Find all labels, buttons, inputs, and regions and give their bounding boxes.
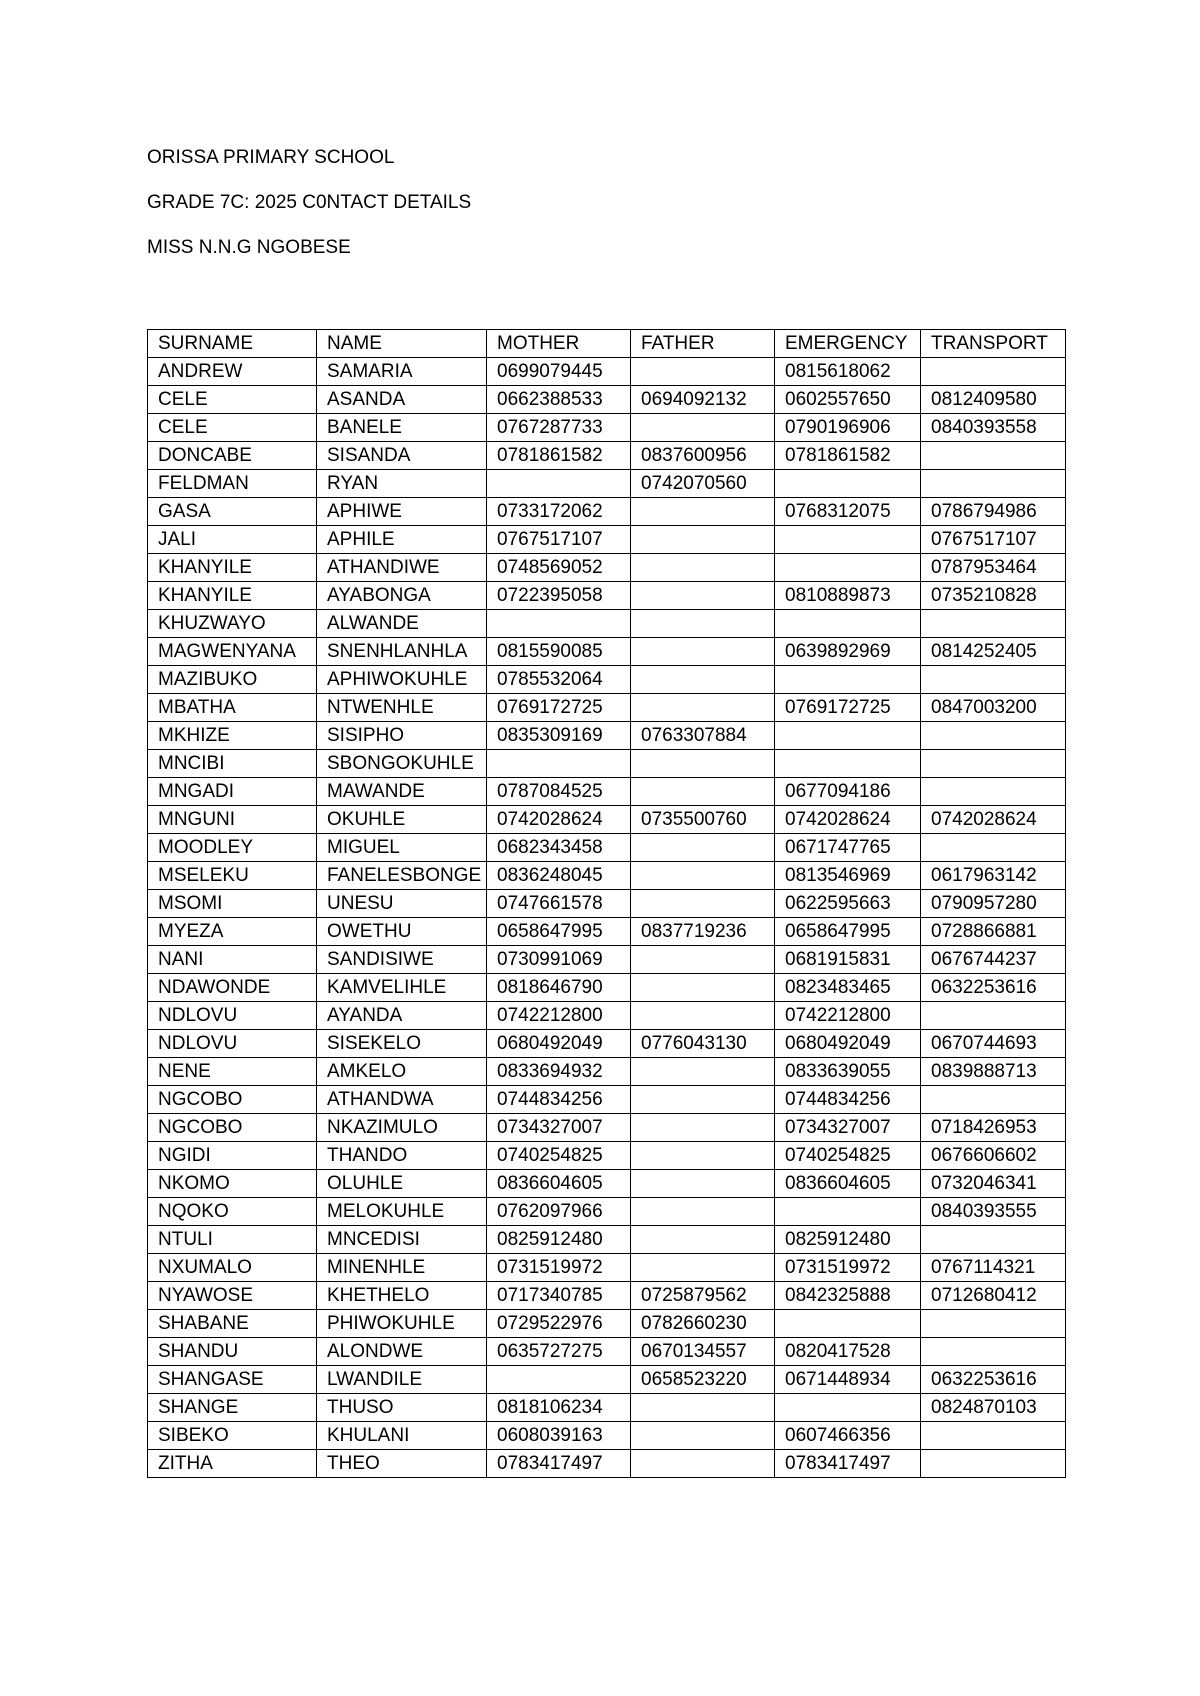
emergency-cell: 0815618062 <box>775 358 921 386</box>
table-row <box>148 1030 1066 1058</box>
name-cell: OWETHU <box>317 918 487 946</box>
column-header-name: NAME <box>317 330 487 358</box>
mother-cell <box>487 750 631 778</box>
mother-cell: 0744834256 <box>487 1086 631 1114</box>
name-cell: THANDO <box>317 1142 487 1170</box>
surname-cell: NTULI <box>148 1226 317 1254</box>
transport-cell: 0617963142 <box>921 862 1066 890</box>
table-row <box>148 750 1066 778</box>
father-cell: 0725879562 <box>631 1282 775 1310</box>
transport-cell: 0742028624 <box>921 806 1066 834</box>
mother-cell: 0769172725 <box>487 694 631 722</box>
name-cell: MAWANDE <box>317 778 487 806</box>
surname-cell: KHANYILE <box>148 582 317 610</box>
table-row <box>148 1282 1066 1310</box>
table-row <box>148 358 1066 386</box>
father-cell <box>631 834 775 862</box>
column-header-transport: TRANSPORT <box>921 330 1066 358</box>
surname-cell: SHANGASE <box>148 1366 317 1394</box>
column-header-surname: SURNAME <box>148 330 317 358</box>
emergency-cell: 0671747765 <box>775 834 921 862</box>
transport-cell: 0732046341 <box>921 1170 1066 1198</box>
mother-cell: 0783417497 <box>487 1450 631 1478</box>
surname-cell: MKHIZE <box>148 722 317 750</box>
mother-cell: 0682343458 <box>487 834 631 862</box>
emergency-cell: 0813546969 <box>775 862 921 890</box>
mother-cell: 0833694932 <box>487 1058 631 1086</box>
father-cell: 0735500760 <box>631 806 775 834</box>
father-cell: 0658523220 <box>631 1366 775 1394</box>
emergency-cell: 0681915831 <box>775 946 921 974</box>
father-cell <box>631 1002 775 1030</box>
mother-cell: 0730991069 <box>487 946 631 974</box>
emergency-cell: 0825912480 <box>775 1226 921 1254</box>
mother-cell: 0731519972 <box>487 1254 631 1282</box>
mother-cell: 0836248045 <box>487 862 631 890</box>
father-cell <box>631 1086 775 1114</box>
mother-cell: 0818646790 <box>487 974 631 1002</box>
emergency-cell <box>775 470 921 498</box>
transport-cell: 0812409580 <box>921 386 1066 414</box>
transport-cell: 0840393558 <box>921 414 1066 442</box>
mother-cell: 0781861582 <box>487 442 631 470</box>
transport-cell <box>921 1310 1066 1338</box>
emergency-cell: 0680492049 <box>775 1030 921 1058</box>
table-row <box>148 974 1066 1002</box>
surname-cell: MYEZA <box>148 918 317 946</box>
father-cell: 0837600956 <box>631 442 775 470</box>
surname-cell: ANDREW <box>148 358 317 386</box>
surname-cell: MBATHA <box>148 694 317 722</box>
surname-cell: MSOMI <box>148 890 317 918</box>
transport-cell <box>921 1450 1066 1478</box>
surname-cell: NDLOVU <box>148 1030 317 1058</box>
table-header-row <box>148 330 1066 358</box>
table-row <box>148 610 1066 638</box>
emergency-cell: 0833639055 <box>775 1058 921 1086</box>
name-cell: FANELESBONGE <box>317 862 487 890</box>
teacher-name: MISS N.N.G NGOBESE <box>147 237 351 258</box>
mother-cell: 0662388533 <box>487 386 631 414</box>
transport-cell: 0790957280 <box>921 890 1066 918</box>
name-cell: ATHANDIWE <box>317 554 487 582</box>
father-cell <box>631 1170 775 1198</box>
mother-cell: 0742028624 <box>487 806 631 834</box>
name-cell: THEO <box>317 1450 487 1478</box>
emergency-cell <box>775 1310 921 1338</box>
surname-cell: SHANDU <box>148 1338 317 1366</box>
father-cell <box>631 498 775 526</box>
table-row <box>148 414 1066 442</box>
surname-cell: MSELEKU <box>148 862 317 890</box>
surname-cell: NXUMALO <box>148 1254 317 1282</box>
mother-cell <box>487 610 631 638</box>
table-row <box>148 442 1066 470</box>
column-header-emergency: EMERGENCY <box>775 330 921 358</box>
name-cell: SNENHLANHLA <box>317 638 487 666</box>
surname-cell: JALI <box>148 526 317 554</box>
transport-cell <box>921 778 1066 806</box>
mother-cell <box>487 470 631 498</box>
name-cell: AMKELO <box>317 1058 487 1086</box>
table-row <box>148 946 1066 974</box>
name-cell: MIGUEL <box>317 834 487 862</box>
transport-cell <box>921 470 1066 498</box>
father-cell: 0776043130 <box>631 1030 775 1058</box>
surname-cell: NYAWOSE <box>148 1282 317 1310</box>
emergency-cell: 0783417497 <box>775 1450 921 1478</box>
name-cell: LWANDILE <box>317 1366 487 1394</box>
mother-cell: 0740254825 <box>487 1142 631 1170</box>
table-row <box>148 722 1066 750</box>
emergency-cell <box>775 1394 921 1422</box>
table-row <box>148 694 1066 722</box>
name-cell: KHETHELO <box>317 1282 487 1310</box>
table-row <box>148 834 1066 862</box>
surname-cell: KHUZWAYO <box>148 610 317 638</box>
name-cell: SISANDA <box>317 442 487 470</box>
mother-cell: 0742212800 <box>487 1002 631 1030</box>
emergency-cell <box>775 750 921 778</box>
name-cell: MELOKUHLE <box>317 1198 487 1226</box>
transport-cell <box>921 666 1066 694</box>
mother-cell: 0608039163 <box>487 1422 631 1450</box>
table-row <box>148 1310 1066 1338</box>
mother-cell: 0722395058 <box>487 582 631 610</box>
name-cell: UNESU <box>317 890 487 918</box>
father-cell <box>631 946 775 974</box>
father-cell <box>631 666 775 694</box>
emergency-cell: 0810889873 <box>775 582 921 610</box>
emergency-cell: 0671448934 <box>775 1366 921 1394</box>
name-cell: SISIPHO <box>317 722 487 750</box>
father-cell <box>631 694 775 722</box>
name-cell: ATHANDWA <box>317 1086 487 1114</box>
name-cell: APHIWE <box>317 498 487 526</box>
name-cell: PHIWOKUHLE <box>317 1310 487 1338</box>
father-cell <box>631 778 775 806</box>
surname-cell: FELDMAN <box>148 470 317 498</box>
father-cell: 0694092132 <box>631 386 775 414</box>
transport-cell <box>921 610 1066 638</box>
mother-cell: 0787084525 <box>487 778 631 806</box>
table-row <box>148 526 1066 554</box>
name-cell: NTWENHLE <box>317 694 487 722</box>
column-header-father: FATHER <box>631 330 775 358</box>
table-row <box>148 1226 1066 1254</box>
mother-cell: 0767517107 <box>487 526 631 554</box>
emergency-cell <box>775 554 921 582</box>
emergency-cell <box>775 526 921 554</box>
document-header <box>147 147 471 282</box>
transport-cell <box>921 358 1066 386</box>
emergency-cell: 0607466356 <box>775 1422 921 1450</box>
table-row <box>148 918 1066 946</box>
surname-cell: DONCABE <box>148 442 317 470</box>
father-cell: 0670134557 <box>631 1338 775 1366</box>
father-cell <box>631 582 775 610</box>
surname-cell: NGCOBO <box>148 1114 317 1142</box>
name-cell: RYAN <box>317 470 487 498</box>
surname-cell: MAGWENYANA <box>148 638 317 666</box>
mother-cell: 0815590085 <box>487 638 631 666</box>
father-cell <box>631 358 775 386</box>
mother-cell: 0762097966 <box>487 1198 631 1226</box>
emergency-cell <box>775 666 921 694</box>
transport-cell: 0632253616 <box>921 1366 1066 1394</box>
name-cell: ALWANDE <box>317 610 487 638</box>
emergency-cell: 0731519972 <box>775 1254 921 1282</box>
table-row <box>148 1422 1066 1450</box>
surname-cell: NGCOBO <box>148 1086 317 1114</box>
mother-cell: 0680492049 <box>487 1030 631 1058</box>
surname-cell: NENE <box>148 1058 317 1086</box>
father-cell <box>631 974 775 1002</box>
emergency-cell: 0622595663 <box>775 890 921 918</box>
surname-cell: SHANGE <box>148 1394 317 1422</box>
column-header-mother: MOTHER <box>487 330 631 358</box>
father-cell <box>631 554 775 582</box>
mother-cell: 0734327007 <box>487 1114 631 1142</box>
mother-cell: 0747661578 <box>487 890 631 918</box>
table-row <box>148 1450 1066 1478</box>
name-cell: KAMVELIHLE <box>317 974 487 1002</box>
surname-cell: KHANYILE <box>148 554 317 582</box>
name-cell: NKAZIMULO <box>317 1114 487 1142</box>
surname-cell: NQOKO <box>148 1198 317 1226</box>
surname-cell: MNCIBI <box>148 750 317 778</box>
emergency-cell: 0781861582 <box>775 442 921 470</box>
table-row <box>148 554 1066 582</box>
mother-cell: 0635727275 <box>487 1338 631 1366</box>
transport-cell <box>921 1338 1066 1366</box>
emergency-cell: 0742212800 <box>775 1002 921 1030</box>
name-cell: ASANDA <box>317 386 487 414</box>
emergency-cell: 0842325888 <box>775 1282 921 1310</box>
emergency-cell: 0742028624 <box>775 806 921 834</box>
father-cell <box>631 414 775 442</box>
table-row <box>148 666 1066 694</box>
surname-cell: MNGUNI <box>148 806 317 834</box>
name-cell: APHIWOKUHLE <box>317 666 487 694</box>
table-row <box>148 1366 1066 1394</box>
name-cell: SAMARIA <box>317 358 487 386</box>
table-row <box>148 498 1066 526</box>
father-cell <box>631 1226 775 1254</box>
emergency-cell: 0790196906 <box>775 414 921 442</box>
transport-cell: 0670744693 <box>921 1030 1066 1058</box>
emergency-cell <box>775 722 921 750</box>
name-cell: AYABONGA <box>317 582 487 610</box>
name-cell: SISEKELO <box>317 1030 487 1058</box>
name-cell: ALONDWE <box>317 1338 487 1366</box>
mother-cell: 0733172062 <box>487 498 631 526</box>
emergency-cell: 0639892969 <box>775 638 921 666</box>
transport-cell <box>921 1002 1066 1030</box>
transport-cell: 0767517107 <box>921 526 1066 554</box>
surname-cell: NDLOVU <box>148 1002 317 1030</box>
table-row <box>148 1114 1066 1142</box>
father-cell <box>631 638 775 666</box>
table-row <box>148 386 1066 414</box>
emergency-cell: 0820417528 <box>775 1338 921 1366</box>
surname-cell: NKOMO <box>148 1170 317 1198</box>
transport-cell: 0632253616 <box>921 974 1066 1002</box>
emergency-cell: 0823483465 <box>775 974 921 1002</box>
emergency-cell: 0744834256 <box>775 1086 921 1114</box>
emergency-cell: 0602557650 <box>775 386 921 414</box>
name-cell: APHILE <box>317 526 487 554</box>
mother-cell: 0729522976 <box>487 1310 631 1338</box>
table-row <box>148 1086 1066 1114</box>
table-body <box>148 330 1066 1478</box>
emergency-cell: 0740254825 <box>775 1142 921 1170</box>
mother-cell <box>487 1366 631 1394</box>
emergency-cell: 0836604605 <box>775 1170 921 1198</box>
transport-cell: 0839888713 <box>921 1058 1066 1086</box>
table-row <box>148 1058 1066 1086</box>
transport-cell <box>921 1422 1066 1450</box>
father-cell: 0763307884 <box>631 722 775 750</box>
mother-cell: 0825912480 <box>487 1226 631 1254</box>
father-cell <box>631 1394 775 1422</box>
mother-cell: 0767287733 <box>487 414 631 442</box>
father-cell: 0782660230 <box>631 1310 775 1338</box>
mother-cell: 0836604605 <box>487 1170 631 1198</box>
transport-cell: 0787953464 <box>921 554 1066 582</box>
name-cell: OLUHLE <box>317 1170 487 1198</box>
surname-cell: CELE <box>148 414 317 442</box>
father-cell <box>631 1450 775 1478</box>
table-row <box>148 1198 1066 1226</box>
table-row <box>148 862 1066 890</box>
transport-cell: 0735210828 <box>921 582 1066 610</box>
name-cell: SANDISIWE <box>317 946 487 974</box>
transport-cell <box>921 750 1066 778</box>
name-cell: OKUHLE <box>317 806 487 834</box>
transport-cell <box>921 834 1066 862</box>
emergency-cell: 0658647995 <box>775 918 921 946</box>
surname-cell: NANI <box>148 946 317 974</box>
table-row <box>148 1254 1066 1282</box>
mother-cell: 0748569052 <box>487 554 631 582</box>
transport-cell: 0718426953 <box>921 1114 1066 1142</box>
father-cell <box>631 1422 775 1450</box>
mother-cell: 0699079445 <box>487 358 631 386</box>
table-row <box>148 890 1066 918</box>
emergency-cell <box>775 1198 921 1226</box>
emergency-cell: 0768312075 <box>775 498 921 526</box>
surname-cell: MOODLEY <box>148 834 317 862</box>
table-row <box>148 1142 1066 1170</box>
father-cell <box>631 1198 775 1226</box>
mother-cell: 0835309169 <box>487 722 631 750</box>
transport-cell: 0676606602 <box>921 1142 1066 1170</box>
surname-cell: SIBEKO <box>148 1422 317 1450</box>
emergency-cell: 0734327007 <box>775 1114 921 1142</box>
transport-cell <box>921 1226 1066 1254</box>
mother-cell: 0658647995 <box>487 918 631 946</box>
transport-cell: 0767114321 <box>921 1254 1066 1282</box>
emergency-cell: 0677094186 <box>775 778 921 806</box>
father-cell <box>631 862 775 890</box>
table-row <box>148 1338 1066 1366</box>
father-cell: 0837719236 <box>631 918 775 946</box>
table-row <box>148 1170 1066 1198</box>
mother-cell: 0717340785 <box>487 1282 631 1310</box>
surname-cell: NGIDI <box>148 1142 317 1170</box>
emergency-cell: 0769172725 <box>775 694 921 722</box>
mother-cell: 0818106234 <box>487 1394 631 1422</box>
surname-cell: ZITHA <box>148 1450 317 1478</box>
name-cell: THUSO <box>317 1394 487 1422</box>
father-cell <box>631 610 775 638</box>
name-cell: BANELE <box>317 414 487 442</box>
father-cell <box>631 1058 775 1086</box>
school-name: ORISSA PRIMARY SCHOOL <box>147 147 395 168</box>
table-row <box>148 806 1066 834</box>
name-cell: MNCEDISI <box>317 1226 487 1254</box>
table-row <box>148 1394 1066 1422</box>
surname-cell: CELE <box>148 386 317 414</box>
table-row <box>148 778 1066 806</box>
mother-cell: 0785532064 <box>487 666 631 694</box>
father-cell <box>631 1142 775 1170</box>
surname-cell: MAZIBUKO <box>148 666 317 694</box>
name-cell: KHULANI <box>317 1422 487 1450</box>
surname-cell: NDAWONDE <box>148 974 317 1002</box>
father-cell: 0742070560 <box>631 470 775 498</box>
transport-cell: 0712680412 <box>921 1282 1066 1310</box>
transport-cell: 0840393555 <box>921 1198 1066 1226</box>
document-title: GRADE 7C: 2025 C0NTACT DETAILS <box>147 192 472 213</box>
transport-cell <box>921 722 1066 750</box>
surname-cell: GASA <box>148 498 317 526</box>
name-cell: MINENHLE <box>317 1254 487 1282</box>
name-cell: SBONGOKUHLE <box>317 750 487 778</box>
transport-cell: 0676744237 <box>921 946 1066 974</box>
transport-cell <box>921 442 1066 470</box>
father-cell <box>631 890 775 918</box>
transport-cell: 0847003200 <box>921 694 1066 722</box>
surname-cell: SHABANE <box>148 1310 317 1338</box>
name-cell: AYANDA <box>317 1002 487 1030</box>
father-cell <box>631 1114 775 1142</box>
emergency-cell <box>775 610 921 638</box>
table-row <box>148 470 1066 498</box>
transport-cell: 0786794986 <box>921 498 1066 526</box>
transport-cell: 0814252405 <box>921 638 1066 666</box>
transport-cell <box>921 1086 1066 1114</box>
father-cell <box>631 526 775 554</box>
contact-details-table <box>147 329 1066 1478</box>
table-row <box>148 638 1066 666</box>
father-cell <box>631 1254 775 1282</box>
table-row <box>148 582 1066 610</box>
table-row <box>148 1002 1066 1030</box>
surname-cell: MNGADI <box>148 778 317 806</box>
father-cell <box>631 750 775 778</box>
transport-cell: 0824870103 <box>921 1394 1066 1422</box>
transport-cell: 0728866881 <box>921 918 1066 946</box>
